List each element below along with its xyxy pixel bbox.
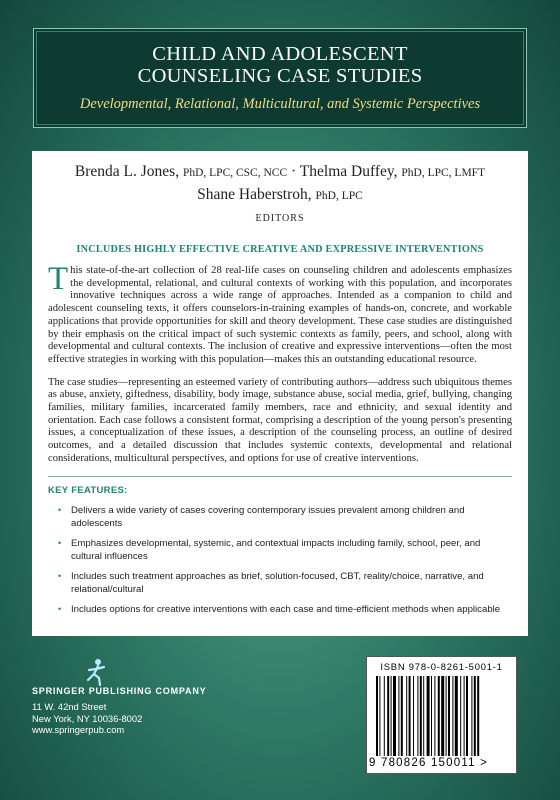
editor-separator: ·: [291, 163, 297, 180]
key-feature-text: Includes options for creative interventions with each case and time-efficient methods when applicable: [71, 603, 501, 615]
drop-cap: T: [48, 261, 69, 297]
bullet-icon: •: [58, 504, 62, 515]
editor-1-name: Brenda L. Jones,: [74, 163, 180, 180]
key-features-list: [48, 504, 512, 616]
bullet-icon: •: [58, 537, 62, 548]
isbn-text: ISBN 978-0-8261-5001-1: [380, 661, 503, 672]
key-feature-item: [58, 537, 512, 563]
description-panel: [32, 151, 528, 636]
address-line-1: 11 W. 42nd Street: [32, 701, 107, 712]
book-title-line-2: COUNSELING CASE STUDIES: [137, 65, 423, 87]
editor-3-name: Shane Haberstroh,: [197, 186, 312, 203]
key-feature-text: Delivers a wide variety of cases covering contemporary issues prevalent among children and adolescents: [71, 504, 465, 529]
book-title-line-1: CHILD AND ADOLESCENT: [152, 43, 408, 65]
divider: [48, 476, 512, 477]
barcode-icon: [376, 676, 509, 756]
key-feature-item: [58, 570, 512, 596]
editors-block: [48, 161, 512, 229]
publisher-address: [32, 701, 232, 736]
bullet-icon: •: [58, 570, 62, 581]
address-line-2: New York, NY 10036-8002: [32, 712, 143, 724]
key-feature-item: [58, 504, 512, 530]
editors-label: EDITORS: [255, 213, 305, 224]
barcode-box: [366, 656, 517, 774]
book-subtitle: Developmental, Relational, Multicultural, and Systemic Perspectives: [79, 96, 481, 112]
key-feature-item: [58, 603, 512, 616]
key-features-heading: KEY FEATURES:: [48, 484, 128, 496]
title-box: [33, 28, 527, 128]
editor-2-credentials: PhD, LPC, LMFT: [401, 167, 486, 179]
key-feature-text: Emphasizes developmental, systemic, and contextual impacts including family, school, peer, and cultural influences: [71, 537, 481, 562]
description-paragraph-1-text: his state-of-the-art collection of 28 real-life cases on counseling children and adolescents emphasizes the developmental, relational, and cultural contexts of working with this population, and incorporates innovative techniques across a wide range of approaches. Intended as a companion to child and adolescent counseling texts, it offers counselors-in-training examples of hands-on, concrete, and workable applications that provide opportunities for skill and theory development. These case studies are distinguished by their emphasis on the critical impact of such systemic contexts as family, peers, and school, along with developmental and cultural contexts. The inclusion of creative and expressive interventions—often the most effective strategies in working with this population—makes this an outstanding educational resource.: [48, 265, 512, 365]
bullet-icon: •: [58, 603, 62, 614]
editor-3-credentials: PhD, LPC: [315, 190, 363, 202]
publisher-website: www.springerpub.com: [32, 724, 125, 735]
editor-1-credentials: PhD, LPC, CSC, NCC: [182, 167, 288, 179]
publisher-name: SPRINGER PUBLISHING COMPANY: [32, 686, 207, 696]
key-feature-text: Includes such treatment approaches as brief, solution-focused, CBT, reality/choice, narrative, and relational/cultural: [71, 570, 484, 595]
description-paragraph-2: The case studies—representing an esteemed variety of contributing authors—address such ubiquitous themes as abuse, anxiety, giftedness, disability, body image, substance abuse, social media, grief, bullying, changing families, military families, incarcerated family members, race and ethnicity, and sexual identity and orientation. Each case follows a consistent format, comprising a description of the young person's presenting issues, a conceptualization of these issues, a description of the counseling process, an outline of desired outcomes, and a detailed discussion that includes systemic contexts, developmental and relational considerations, multicultural perspectives, and options for use of creative interventions.: [48, 376, 512, 464]
interventions-banner: INCLUDES HIGHLY EFFECTIVE CREATIVE AND EXPRESSIVE INTERVENTIONS: [76, 244, 484, 255]
editor-2-name: Thelma Duffey,: [299, 163, 398, 180]
barcode-digits: 9 780826 150011 >: [369, 757, 488, 769]
description-paragraph-1: [48, 261, 512, 367]
springer-figure-logo-icon: [84, 658, 106, 686]
publisher-block: [32, 684, 232, 736]
